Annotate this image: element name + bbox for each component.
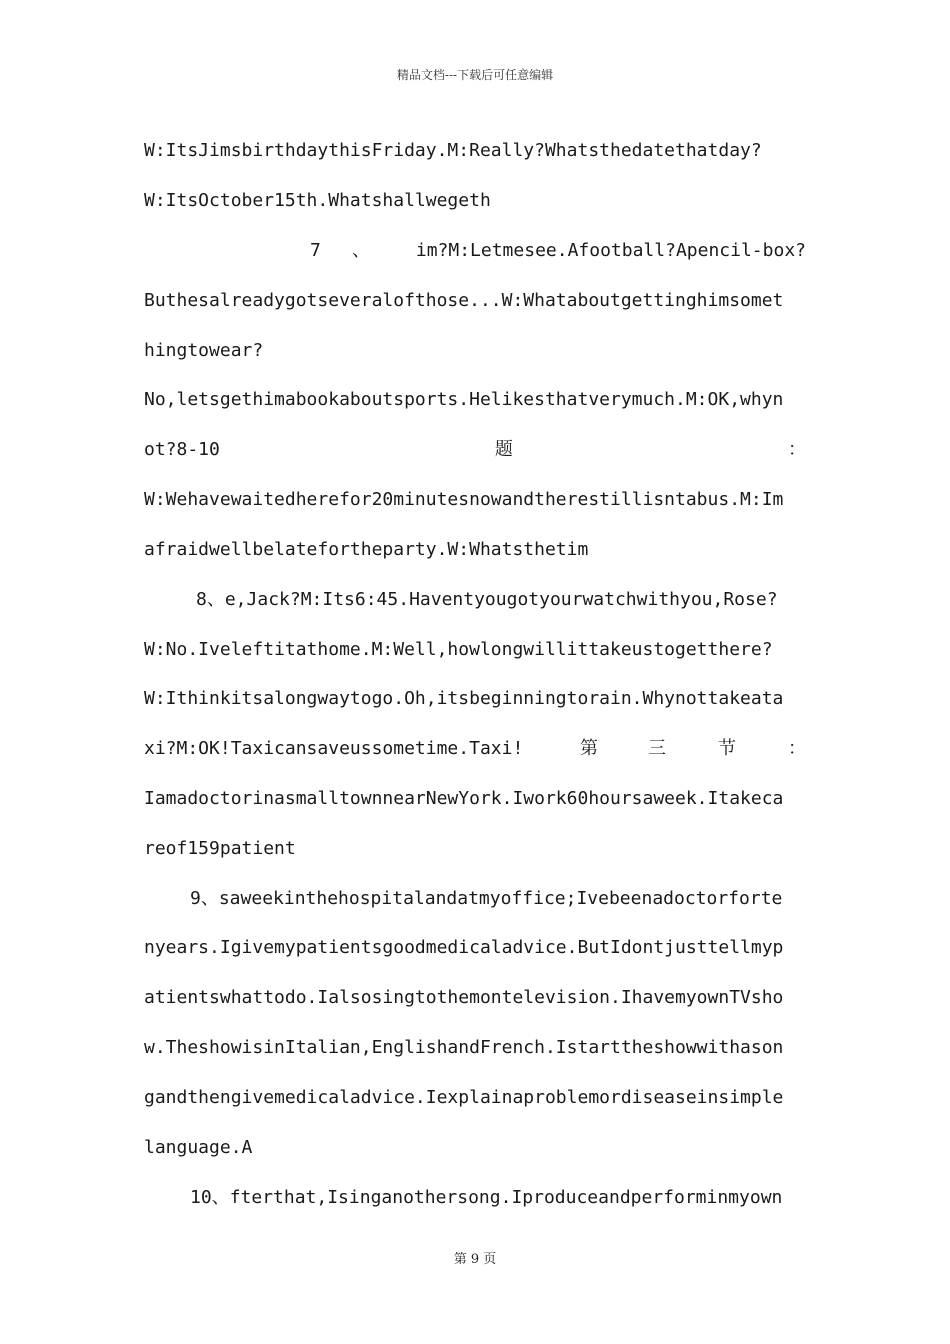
text-line: Buthesalreadygotseveralofthose...W:Whataboutgettinghimsomet [144,290,784,311]
text-line: W:No.Iveleftitathome.M:Well,howlongwillittakeustogetthere? [144,639,773,660]
item-number-8: 8、 [196,589,225,610]
text-line: W:ItsOctober15th.Whatshallwegeth [144,190,491,211]
text-run: e,Jack?M:Its6:45.Haventyougotyourwatchwithyou,Rose? [224,589,778,610]
cjk-punct: ： [787,439,806,460]
text-line: hingtowear? [144,340,264,361]
text-run: fterthat,Isinganothersong.Iproduceandperforminmyown [229,1187,783,1208]
text-line: IamadoctorinasmalltownnearNewYork.Iwork60hoursaweek.Itakeca [144,788,784,809]
text-run: ot?8-10 [144,439,220,460]
cjk-char: 节 [718,738,736,759]
text-line: W:Ithinkitsalongwaytogo.Oh,itsbeginningtorain.Whynottakeata [144,688,784,709]
item-number-9: 9、 [190,888,219,909]
text-line-item-8 [196,586,806,614]
text-line-item-9 [190,885,806,913]
cjk-punct: ： [788,738,806,759]
text-line-item-10 [190,1184,806,1212]
text-line-justified [144,436,806,464]
cjk-char: 三 [648,738,666,759]
text-line: W:Wehavewaitedherefor20minutesnowandtherestillisntabus.M:Im [144,489,784,510]
text-line: nyears.Igivemypatientsgoodmedicaladvice.ButIdontjusttellmyp [144,937,784,958]
page-footer: 第 9 页 [453,1252,497,1267]
text-line: afraidwellbelatefortheparty.W:Whatsthetim [144,539,589,560]
text-line: reof159patient [144,838,296,859]
text-run: saweekinthehospitalandatmyoffice;Ivebeenadoctorforte [218,888,783,909]
item-number-10: 10、 [190,1187,230,1208]
text-line: atientswhattodo.Ialsosingtothemontelevision.IhavemyownTVsho [144,987,784,1008]
cjk-char: 第 [580,738,598,759]
text-line: W:ItsJimsbirthdaythisFriday.M:Really?Whatsthedatethatday? [144,140,762,161]
text-line: language.A [144,1137,253,1158]
text-line-item-7 [144,237,806,265]
text-run: im?M:Letmesee.Afootball?Apencil-box? [415,240,806,261]
text-line-section-3 [144,735,806,763]
text-run: xi?M:OK!Taxicansaveussometime.Taxi! [144,738,524,759]
page-header: 精品文档---下载后可任意编辑 [396,68,554,82]
cjk-char: 题 [494,439,513,460]
item-number-7: 7 [310,240,321,261]
text-line: gandthengivemedicaladvice.Iexplainaproblemordiseaseinsimple [144,1087,784,1108]
text-line: No,letsgethimabookaboutsports.Helikesthatverymuch.M:OK,whyn [144,389,784,410]
text-line: w.TheshowisinItalian,EnglishandFrench.Istarttheshowwithason [144,1037,784,1058]
item-separator: 、 [352,240,370,261]
